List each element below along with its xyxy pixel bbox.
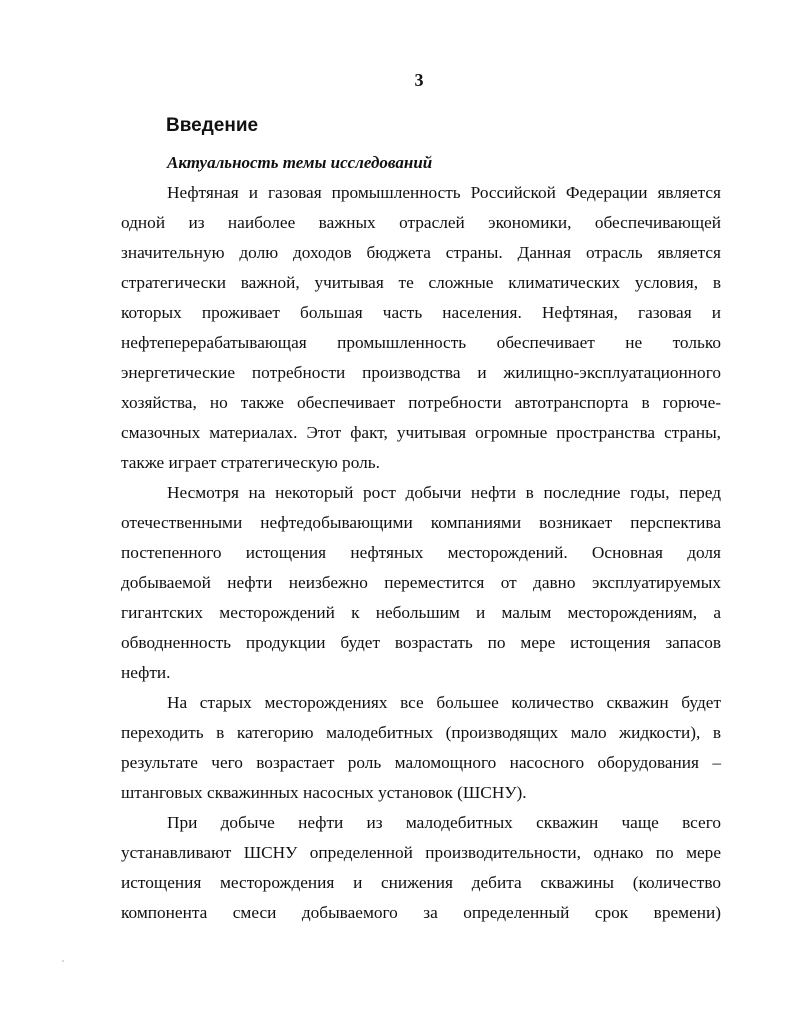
text-line: При добыче нефти из малодебитных скважин чаще всего xyxy=(167,813,721,832)
page-number: 3 xyxy=(414,70,424,90)
text-line: компонента смеси добываемого за определенный срок времени) xyxy=(121,903,721,922)
paragraph xyxy=(121,688,721,808)
section-heading: Введение xyxy=(166,115,259,136)
text-line: хозяйства, но также обеспечивает потребности автотранспорта в горюче- xyxy=(121,393,721,412)
text-line: которых проживает большая часть населения. Нефтяная, газовая и xyxy=(121,303,721,322)
text-line: истощения месторождения и снижения дебита скважины (количество xyxy=(121,873,721,892)
text-line: Нефтяная и газовая промышленность Российской Федерации является xyxy=(167,183,721,202)
text-line: гигантских месторождений к небольшим и малым месторождениям, а xyxy=(121,603,721,622)
text-line: добываемой нефти неизбежно переместится от давно эксплуатируемых xyxy=(121,573,721,592)
text-line: значительную долю доходов бюджета страны. Данная отрасль является xyxy=(121,243,721,262)
text-line: постепенного истощения нефтяных месторождений. Основная доля xyxy=(121,543,721,562)
text-line: стратегически важной, учитывая те сложные климатических условия, в xyxy=(121,273,721,292)
text-line: смазочных материалах. Этот факт, учитывая огромные пространства страны, xyxy=(121,423,721,442)
scan-artifact xyxy=(62,960,64,962)
paragraph xyxy=(121,478,721,688)
paragraph xyxy=(121,178,721,478)
subsection-heading: Актуальность темы исследований xyxy=(167,153,433,172)
text-line: нефтеперерабатывающая промышленность обеспечивает не только xyxy=(121,333,721,352)
text-line: энергетические потребности производства и жилищно-эксплуатационного xyxy=(121,363,721,382)
text-line: нефти. xyxy=(121,663,171,682)
text-line: результате чего возрастает роль маломощного насосного оборудования – xyxy=(121,753,721,772)
text-line: На старых месторождениях все большее количество скважин будет xyxy=(167,693,721,712)
text-line: одной из наиболее важных отраслей экономики, обеспечивающей xyxy=(121,213,721,232)
text-line: обводненность продукции будет возрастать по мере истощения запасов xyxy=(121,633,721,652)
body-text xyxy=(121,178,721,928)
text-line: также играет стратегическую роль. xyxy=(121,453,380,472)
text-line: устанавливают ШСНУ определенной производительности, однако по мере xyxy=(121,843,721,862)
text-line: отечественными нефтедобывающими компаниями возникает перспектива xyxy=(121,513,721,532)
text-line: Несмотря на некоторый рост добычи нефти в последние годы, перед xyxy=(167,483,721,502)
paragraph xyxy=(121,808,721,928)
text-line: штанговых скважинных насосных установок (ШСНУ). xyxy=(121,783,527,802)
text-line: переходить в категорию малодебитных (производящих мало жидкости), в xyxy=(121,723,721,742)
